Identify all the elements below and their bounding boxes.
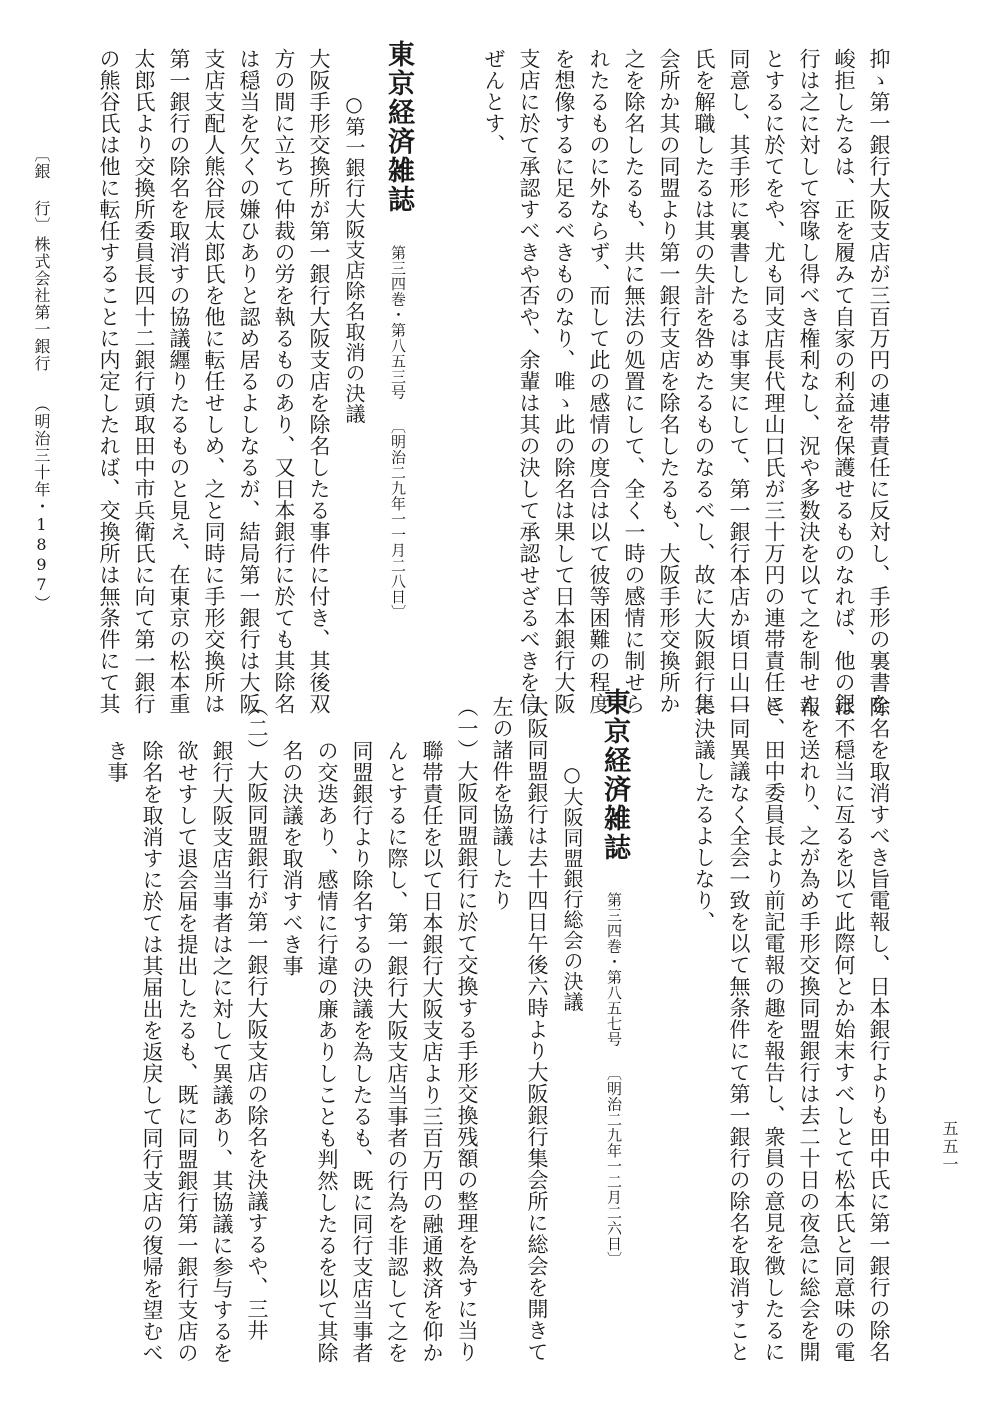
text-column: 左の諸件を協議したり xyxy=(490,696,514,911)
text-column: 峻拒したるは、正を履みて自家の利益を保護せるものなれば、他の銀 xyxy=(832,48,856,715)
text-column: れたるものに外ならず、而して此の感情の度合は以て彼等困難の程度 xyxy=(587,48,611,715)
text-column: の交迭あり、感情に行違の廉ありしことも判然したるを以て其除 xyxy=(315,740,339,1364)
text-column: 太郎氏より交換所委員長四十二銀行頭取田中市兵衛氏に向て第一銀行 xyxy=(132,48,156,715)
issue-info: 第三四巻・第八五七号 〔明治二九年一二月二六日〕 xyxy=(605,892,623,1267)
footer-category: 〔銀 行〕 xyxy=(32,146,51,234)
text-column: 除名を取消すに於ては其届出を返戻して同行支店の復帰を望むべ xyxy=(140,740,164,1364)
text-column: の熊谷氏は他に転任することに内定したれば、交換所は無条件にて其 xyxy=(97,48,121,715)
text-column: を想像するに足るべきものなり、唯ゝ此の除名は果して日本銀行大阪 xyxy=(552,48,576,715)
text-column: 大阪同盟銀行は去十四日午後六時より大阪銀行集会所に総会を開きて xyxy=(525,696,549,1363)
text-column: 同盟銀行より除名するの決議を為したるも、既に同行支店当事者 xyxy=(350,740,374,1364)
footer-company: 株式会社第一銀行 xyxy=(32,236,51,372)
article-heading: ○大阪同盟銀行総会の決議 xyxy=(560,762,584,1012)
issue-info: 第三四巻・第八五三号 〔明治二九年一一月二八日〕 xyxy=(389,245,407,620)
footer-era: （明治三十年・1897） xyxy=(32,396,51,612)
text-column: とするに於てをや、尤も同支店長代理山口氏が三十万円の連帯責任に xyxy=(762,48,786,715)
text-column: 氏を解職したるは其の失計を咎めたるものなるべし、故に大阪銀行集 xyxy=(692,48,716,715)
text-column: 報を送れり、之が為め手形交換同盟銀行は去二十日の夜急に総会を開 xyxy=(797,696,821,1363)
text-column: 同意し、其手形に裏書したるは事実にして、第一銀行本店か頃日山口 xyxy=(727,48,751,715)
text-column: んとするに際し、第一銀行大阪支店当事者の行為を非認して之を xyxy=(385,740,409,1364)
text-column: に決議したるよしなり、 xyxy=(692,696,716,933)
article-heading: ○第一銀行大阪支店除名取消の決議 xyxy=(342,92,366,424)
text-column: 欲せすして退会届を提出したるも、既に同盟銀行第一銀行支店の xyxy=(175,740,199,1364)
text-column: 銀行大阪支店当事者は之に対して異議あり、其協議に参与するを xyxy=(210,740,234,1364)
text-column: 支店に於て承認すべきや否や、余輩は其の決して承認せざるべきを信 xyxy=(517,48,541,715)
text-column: 支店支配人熊谷辰太郎氏を他に転任せしめ、之と同時に手形交換所は xyxy=(202,48,226,715)
text-column: 大阪手形交換所が第一銀行大阪支店を除名したる事件に付き、其後双 xyxy=(307,48,331,715)
text-column: （二）大阪同盟銀行が第一銀行大阪支店の除名を決議するや、三井 xyxy=(245,696,269,1341)
text-column: ぜんとす、 xyxy=(482,48,506,156)
page-number: 五五一 xyxy=(940,1120,959,1174)
text-column: 抑ゝ第一銀行大阪支店が三百万円の連帯責任に反対し、手形の裏書を xyxy=(867,48,891,715)
text-column: は穏当を欠くの嫌ひありと認め居るよしなるが、結局第一銀行は大阪 xyxy=(237,48,261,715)
text-column: 方の間に立ちて仲裁の労を執るものあり、又日本銀行に於ても其除名 xyxy=(272,48,296,715)
text-column: 会所か其の同盟より第一銀行支店を除名したるも、大阪手形交換所か xyxy=(657,48,681,715)
text-column: 行は之に対して容喙し得べき権利なし、況や多数決を以て之を制せん xyxy=(797,48,821,715)
text-column: 名の決議を取消すべき事 xyxy=(280,740,304,977)
text-column: 聯帯責任を以て日本銀行大阪支店より三百万円の融通救済を仰か xyxy=(420,740,444,1364)
text-column: き事 xyxy=(105,740,129,783)
text-column: き、田中委員長より前記電報の趣を報告し、衆員の意見を徴したるに xyxy=(762,696,786,1363)
journal-title: 東京経済雑誌 xyxy=(383,40,414,214)
text-column: 第一銀行の除名を取消すの協議纒りたるものと見え、在東京の松本重 xyxy=(167,48,191,715)
journal-title: 東京経済雑誌 xyxy=(599,688,630,862)
text-column: 之を除名したるも、共に無法の処置にして、全く一時の感情に制せら xyxy=(622,48,646,715)
text-column: 除名を取消すべき旨電報し、日本銀行よりも田中氏に第一銀行の除名 xyxy=(867,696,891,1363)
text-column: （一）大阪同盟銀行に於て交換する手形交換残額の整理を為すに当り xyxy=(455,696,479,1363)
text-column: 一同異議なく全会一致を以て無条件にて第一銀行の除名を取消すこと xyxy=(727,696,751,1363)
text-column: は不穏当に亙るを以て此際何とか始末すべしとて松本氏と同意味の電 xyxy=(832,696,856,1363)
